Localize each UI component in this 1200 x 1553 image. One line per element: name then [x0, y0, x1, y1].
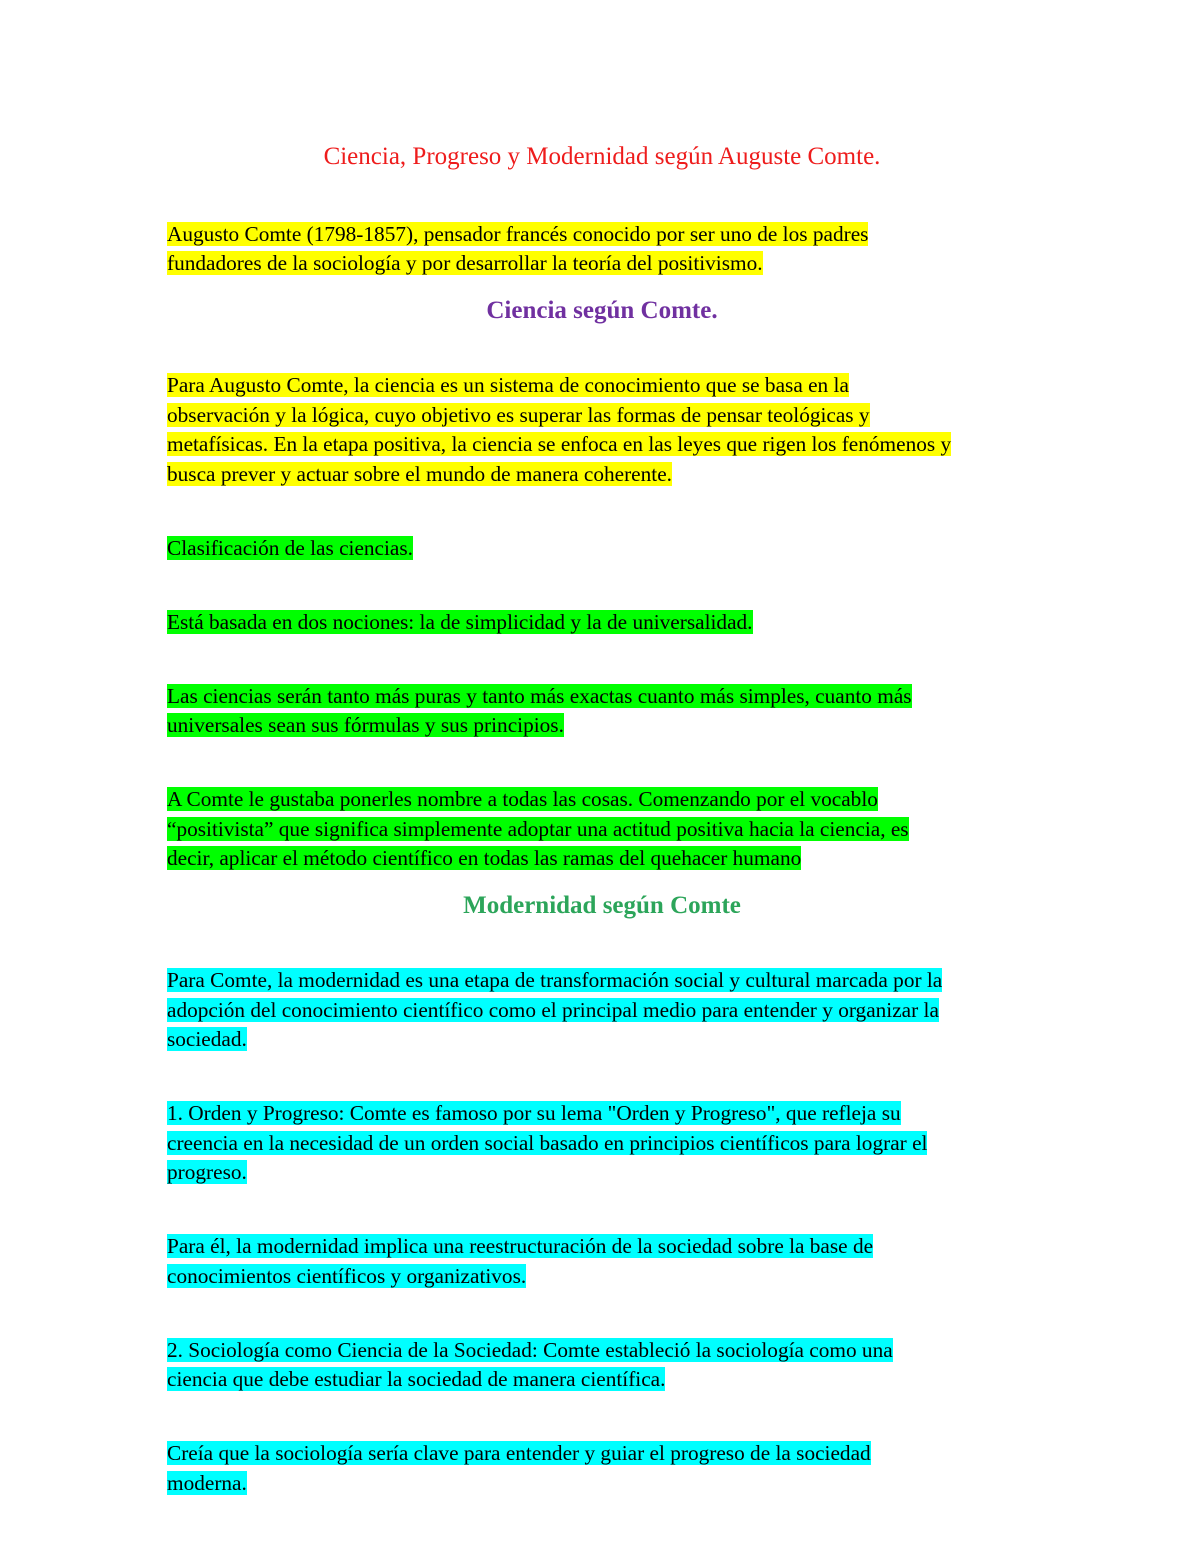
ciencia-paragraph-3 [167, 578, 1037, 637]
ciencia-paragraph-4 [167, 652, 1037, 741]
ciencia-paragraph-2 [167, 504, 1037, 563]
modernidad-paragraph-1 [167, 937, 1037, 1055]
ciencia-text-4: Las ciencias serán tanto más puras y tanto más exactas cuanto más simples, cuanto más universales sean sus fórmulas y sus principios. [167, 683, 912, 737]
modernidad-paragraph-5 [167, 1410, 1037, 1499]
intro-paragraph [167, 190, 1037, 279]
modernidad-paragraph-3 [167, 1203, 1037, 1292]
modernidad-text-2: 1. Orden y Progreso: Comte es famoso por su lema "Orden y Progreso", que refleja su creencia en la necesidad de un orden social basado en principios científicos para lograr el progreso. [167, 1101, 928, 1184]
heading-modernidad: Modernidad según Comte [463, 891, 741, 919]
ciencia-text-1: Para Augusto Comte, la ciencia es un sistema de conocimiento que se basa en la observación y la lógica, cuyo objetivo es superar las formas de pensar teológicas y metafísicas. En la etapa positiva, la ciencia se enfoca en las leyes que rigen los fenómenos y busca prever y actuar sobre el mundo de manera coherente. [167, 373, 952, 486]
heading-ciencia: Ciencia según Comte. [486, 296, 718, 324]
modernidad-text-4: 2. Sociología como Ciencia de la Sociedad: Comte estableció la sociología como una ciencia que debe estudiar la sociedad de manera científica. [167, 1337, 893, 1391]
ciencia-text-3: Está basada en dos nociones: la de simplicidad y la de universalidad. [167, 609, 753, 634]
modernidad-paragraph-2 [167, 1070, 1037, 1188]
document-title: Ciencia, Progreso y Modernidad según Auguste Comte. [323, 143, 881, 170]
modernidad-text-3: Para él, la modernidad implica una reestructuración de la sociedad sobre la base de conocimientos científicos y organizativos. [167, 1234, 874, 1288]
ciencia-text-2: Clasificación de las ciencias. [167, 535, 413, 560]
ciencia-paragraph-1 [167, 342, 1037, 490]
document-body [167, 140, 1037, 1513]
ciencia-text-5: A Comte le gustaba ponerles nombre a todas las cosas. Comenzando por el vocablo “positivista” que significa simplemente adoptar una actitud positiva hacia la ciencia, es decir, aplicar el método científico en todas las ramas del quehacer humano [167, 787, 909, 870]
modernidad-text-1: Para Comte, la modernidad es una etapa de transformación social y cultural marcada por la adopción del conocimiento científico como el principal medio para entender y organizar la sociedad. [167, 968, 943, 1051]
modernidad-paragraph-4 [167, 1306, 1037, 1395]
intro-text: Augusto Comte (1798-1857), pensador francés conocido por ser uno de los padres fundadores de la sociología y por desarrollar la teoría del positivismo. [167, 221, 869, 275]
ciencia-paragraph-5 [167, 756, 1037, 874]
modernidad-text-5: Creía que la sociología sería clave para entender y guiar el progreso de la sociedad moderna. [167, 1441, 871, 1495]
